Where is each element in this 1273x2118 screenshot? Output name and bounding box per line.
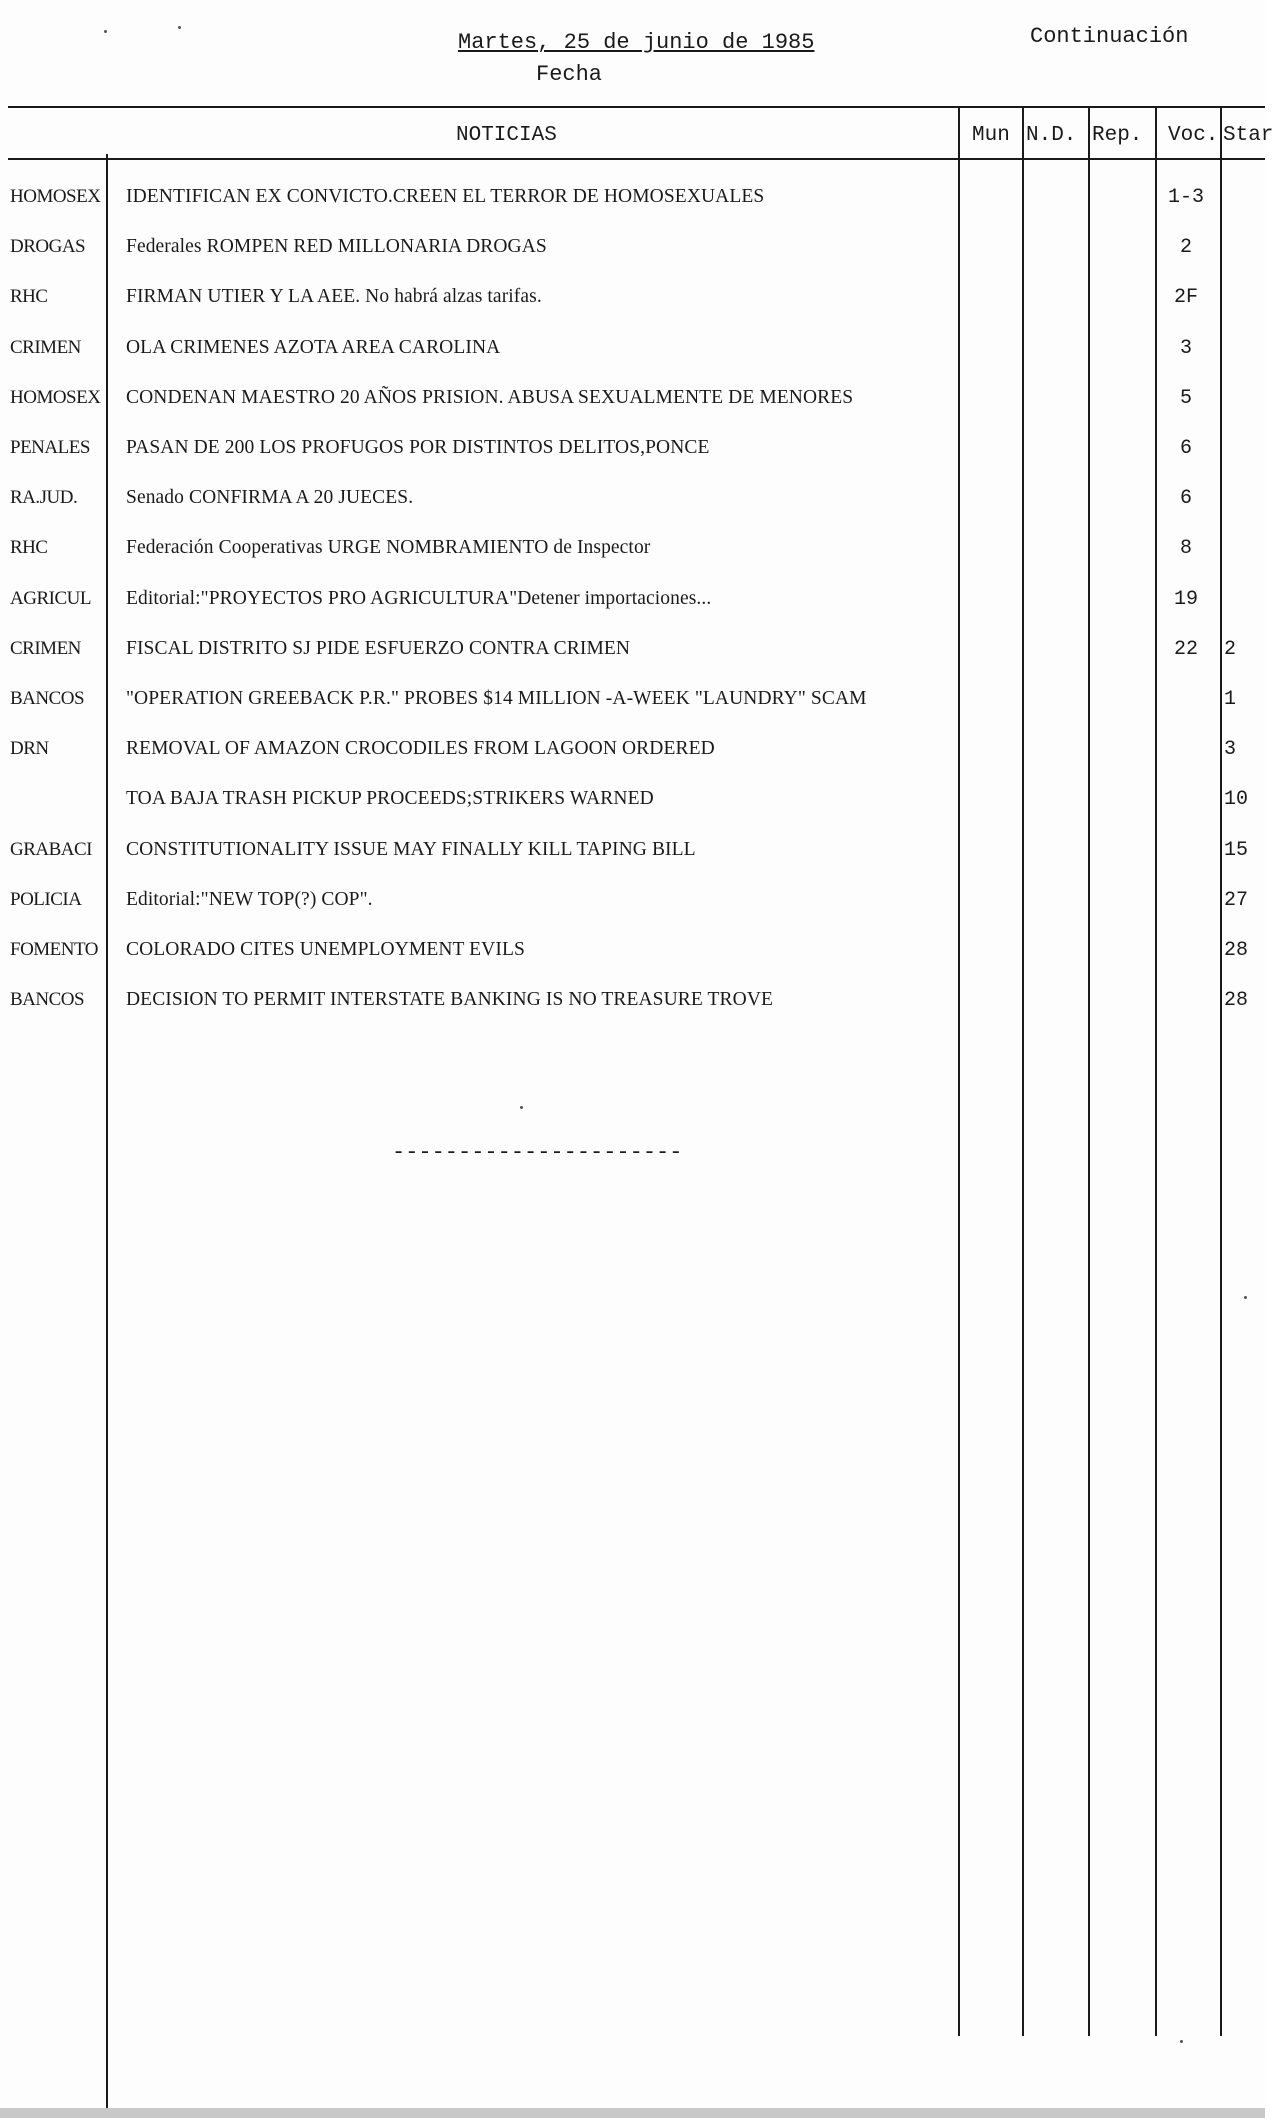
row-category: AGRICUL xyxy=(10,587,91,609)
row-voc-page: 19 xyxy=(1173,587,1198,611)
row-category: GRABACI xyxy=(10,838,93,860)
row-category: BANCOS xyxy=(10,989,85,1011)
table-row xyxy=(0,788,1265,838)
row-category: HOMOSEX xyxy=(10,386,101,408)
row-category: RHC xyxy=(10,537,48,559)
row-voc-page: 6 xyxy=(1179,487,1192,511)
row-category: CRIMEN xyxy=(10,336,81,358)
row-voc-page: 22 xyxy=(1173,637,1198,661)
row-voc-page: 1-3 xyxy=(1167,186,1204,209)
closing-rule: ---------------------- xyxy=(392,1140,683,1165)
row-headline: Senado CONFIRMA A 20 JUECES. xyxy=(126,487,414,509)
row-category: PENALES xyxy=(10,437,90,458)
scan-speck xyxy=(520,1106,523,1109)
row-star-page: 10 xyxy=(1224,788,1249,812)
row-category: RA.JUD. xyxy=(10,487,78,509)
table-row xyxy=(0,939,1265,989)
table-row xyxy=(0,989,1265,1039)
scan-edge xyxy=(0,2108,1265,2118)
row-headline: Federales ROMPEN RED MILLONARIA DROGAS xyxy=(126,236,547,258)
scan-speck xyxy=(178,26,181,29)
table-row xyxy=(0,588,1265,638)
table-row xyxy=(0,387,1265,437)
scan-speck xyxy=(1180,2040,1183,2043)
table-row xyxy=(0,437,1265,487)
row-category: BANCOS xyxy=(10,688,85,709)
table-row xyxy=(0,839,1265,889)
row-star-page: 28 xyxy=(1224,939,1249,962)
row-headline: OLA CRIMENES AZOTA AREA CAROLINA xyxy=(126,336,501,358)
scan-speck xyxy=(1244,1296,1247,1299)
column-header-mun: Mun xyxy=(972,124,1010,147)
table-row xyxy=(0,487,1265,537)
table-row xyxy=(0,186,1265,236)
row-star-page: 1 xyxy=(1224,688,1237,711)
row-headline: DECISION TO PERMIT INTERSTATE BANKING IS NO TREASURE TROVE xyxy=(126,989,774,1011)
row-headline: Federación Cooperativas URGE NOMBRAMIENTO de Inspector xyxy=(126,537,651,559)
row-headline: IDENTIFICAN EX CONVICTO.CREEN EL TERROR DE HOMOSEXUALES xyxy=(126,186,765,207)
table-row xyxy=(0,889,1265,939)
row-category: RHC xyxy=(10,286,48,308)
row-headline: CONSTITUTIONALITY ISSUE MAY FINALLY KILL TAPING BILL xyxy=(126,838,696,860)
row-voc-page: 6 xyxy=(1179,437,1192,460)
row-voc-page: 8 xyxy=(1179,537,1192,561)
column-header-voc: Voc. xyxy=(1168,124,1219,147)
table-row xyxy=(0,236,1265,286)
scan-speck xyxy=(104,30,107,33)
row-headline: FISCAL DISTRITO SJ PIDE ESFUERZO CONTRA CRIMEN xyxy=(126,637,631,659)
row-star-page: 28 xyxy=(1224,989,1249,1013)
row-headline: REMOVAL OF AMAZON CROCODILES FROM LAGOON ORDERED xyxy=(126,738,715,760)
row-headline: FIRMAN UTIER Y LA AEE. No habrá alzas tarifas. xyxy=(126,286,542,308)
row-headline: PASAN DE 200 LOS PROFUGOS POR DISTINTOS DELITOS,PONCE xyxy=(126,437,710,458)
column-header-star: Star xyxy=(1223,124,1273,147)
column-header-nd: N.D. xyxy=(1026,124,1077,147)
row-star-page: 27 xyxy=(1224,888,1249,912)
row-category: FOMENTO xyxy=(10,939,98,960)
row-category: DRN xyxy=(10,738,49,760)
row-headline: COLORADO CITES UNEMPLOYMENT EVILS xyxy=(126,939,525,960)
row-category: DROGAS xyxy=(10,236,86,258)
row-voc-page: 5 xyxy=(1179,386,1192,410)
row-star-page: 3 xyxy=(1224,738,1237,762)
header-bottom-rule xyxy=(8,158,1265,160)
row-category: HOMOSEX xyxy=(10,186,101,207)
row-voc-page: 2F xyxy=(1173,286,1198,310)
row-star-page: 15 xyxy=(1224,838,1249,862)
table-row xyxy=(0,638,1265,688)
date-caption: Fecha xyxy=(536,62,603,87)
row-headline: Editorial:"PROYECTOS PRO AGRICULTURA"Detener importaciones... xyxy=(126,587,712,609)
table-row xyxy=(0,337,1265,387)
table-row xyxy=(0,688,1265,738)
row-voc-page: 2 xyxy=(1179,236,1192,260)
table-top-rule xyxy=(8,106,1265,108)
report-date: Martes, 25 de junio de 1985 xyxy=(458,30,815,55)
row-headline: Editorial:"NEW TOP(?) COP". xyxy=(126,888,373,910)
row-star-page: 2 xyxy=(1224,637,1237,661)
table-row xyxy=(0,537,1265,587)
row-category: CRIMEN xyxy=(10,637,81,659)
continuation-label: Continuación xyxy=(1030,24,1189,49)
table-row xyxy=(0,286,1265,336)
table-row xyxy=(0,738,1265,788)
row-category: POLICIA xyxy=(10,888,82,910)
row-headline: "OPERATION GREEBACK P.R." PROBES $14 MILLION -A-WEEK "LAUNDRY" SCAM xyxy=(126,688,867,709)
column-header-noticias: NOTICIAS xyxy=(456,124,557,147)
row-voc-page: 3 xyxy=(1179,336,1192,360)
row-headline: CONDENAN MAESTRO 20 AÑOS PRISION. ABUSA SEXUALMENTE DE MENORES xyxy=(126,386,854,408)
column-header-rep: Rep. xyxy=(1092,124,1143,147)
row-headline: TOA BAJA TRASH PICKUP PROCEEDS;STRIKERS WARNED xyxy=(126,788,654,810)
